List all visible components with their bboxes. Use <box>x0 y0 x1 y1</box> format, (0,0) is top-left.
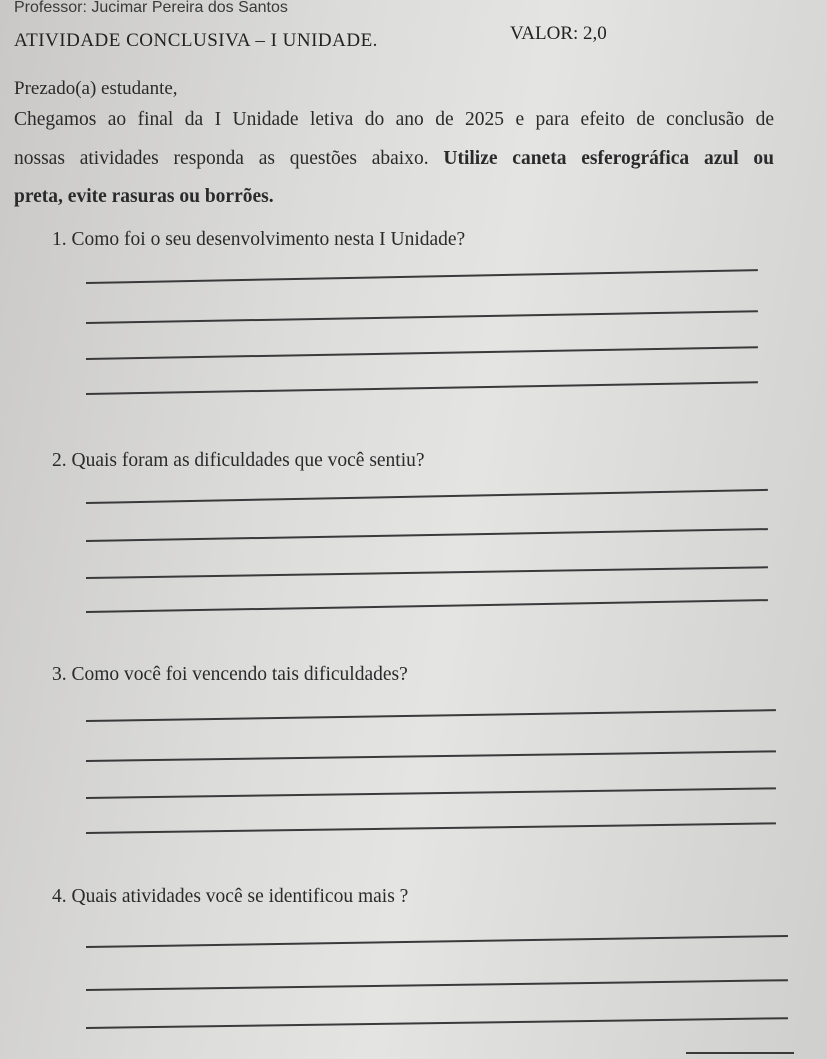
answer-line[interactable] <box>86 979 788 990</box>
answer-line[interactable] <box>86 750 776 761</box>
answer-line[interactable] <box>86 935 788 948</box>
question-4: 4. Quais atividades você se identificou mais ? <box>52 886 409 907</box>
activity-title: ATIVIDADE CONCLUSIVA – I UNIDADE. <box>14 30 378 51</box>
greeting: Prezado(a) estudante, <box>14 78 178 99</box>
intro-line-2 <box>14 149 774 169</box>
answer-line[interactable] <box>86 709 776 721</box>
question-3: 3. Como você foi vencendo tais dificuldades? <box>52 664 408 685</box>
answer-line[interactable] <box>86 310 758 323</box>
answer-line[interactable] <box>86 822 776 833</box>
answer-line[interactable] <box>86 269 758 283</box>
answer-line[interactable] <box>86 346 758 359</box>
answer-line[interactable] <box>86 599 768 612</box>
intro-line-2-bold: Utilize caneta esferográfica azul ou <box>443 148 775 169</box>
answer-line[interactable] <box>86 381 758 394</box>
answer-line[interactable] <box>86 528 768 541</box>
answer-line[interactable] <box>86 1017 788 1028</box>
intro-line-2-text: nossas atividades responda as questões abaixo. <box>14 148 444 169</box>
intro-line-3: preta, evite rasuras ou borrões. <box>14 186 274 207</box>
activity-value: VALOR: 2,0 <box>510 23 607 44</box>
answer-line[interactable] <box>86 489 768 504</box>
answer-line[interactable] <box>686 1052 794 1054</box>
intro-line-1: Chegamos ao final da I Unidade letiva do ano de 2025 e para efeito de conclusão de <box>14 109 774 130</box>
question-2: 2. Quais foram as dificuldades que você sentiu? <box>52 450 425 471</box>
question-1: 1. Como foi o seu desenvolvimento nesta I Unidade? <box>52 229 466 250</box>
professor-name: Professor: Jucimar Pereira dos Santos <box>14 0 288 16</box>
answer-line[interactable] <box>86 566 768 578</box>
answer-line[interactable] <box>86 787 776 798</box>
